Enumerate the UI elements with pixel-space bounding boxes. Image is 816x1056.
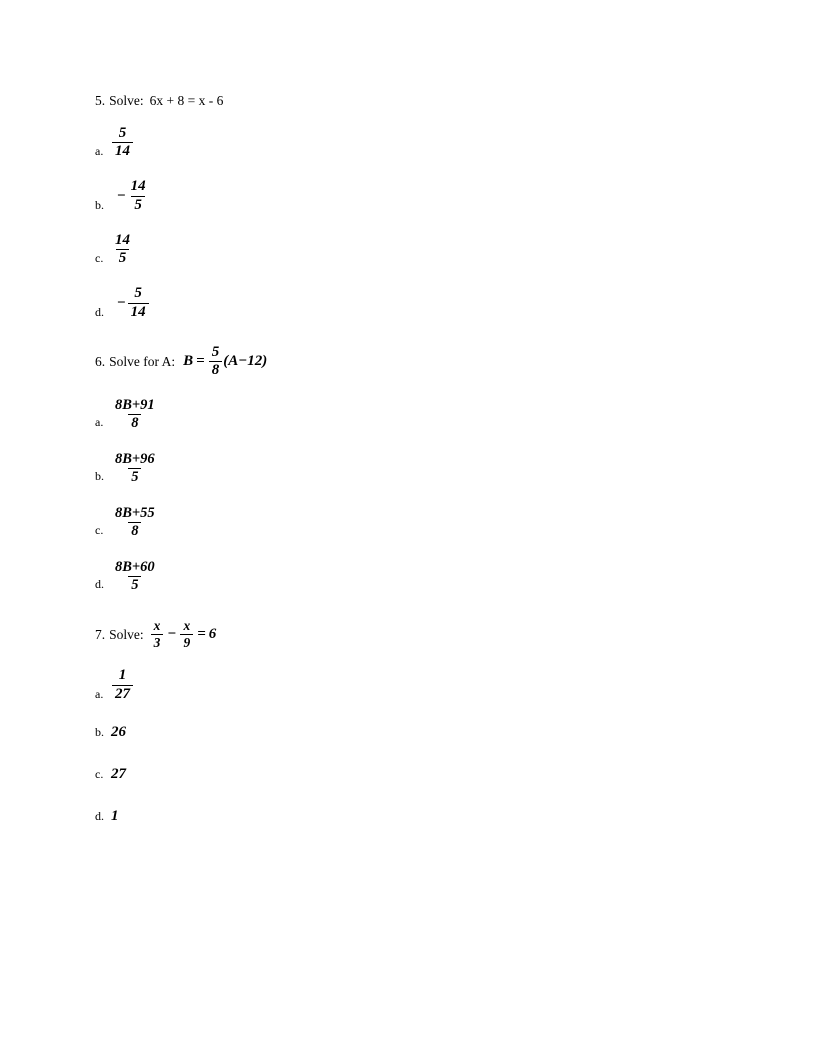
option-5b-letter: b.	[95, 197, 104, 212]
question-5-stem	[95, 92, 735, 110]
fraction-denominator: 5	[116, 249, 130, 267]
option-7a-letter: a.	[95, 686, 104, 701]
option-7a[interactable]	[95, 668, 735, 703]
question-6-number: 6.	[95, 354, 106, 370]
option-6b-value	[111, 452, 159, 485]
fraction	[112, 398, 158, 431]
fraction-numerator: 5	[118, 124, 127, 141]
fraction	[180, 619, 193, 650]
question-5-equation: 6x + 8 = x - 6	[149, 93, 224, 108]
fraction	[112, 668, 133, 703]
minus-sign: −	[117, 294, 126, 311]
question-7-number: 7.	[95, 626, 106, 642]
question-6	[95, 345, 735, 594]
fraction	[112, 233, 133, 268]
fraction-numerator: x	[183, 618, 191, 634]
fraction-numerator: 8B+60	[115, 558, 155, 575]
question-6-equation	[183, 345, 267, 380]
option-5a-letter: a.	[95, 144, 104, 159]
question-7	[95, 619, 735, 825]
option-5c-value	[111, 233, 134, 268]
question-7-prompt: Solve:	[109, 626, 144, 642]
option-7a-value	[111, 668, 134, 703]
equation-rhs: (A−12)	[223, 353, 268, 370]
option-7d-letter: d.	[95, 808, 104, 823]
option-5c[interactable]	[95, 233, 735, 268]
fraction-numerator: 1	[118, 667, 127, 684]
fraction	[128, 179, 149, 214]
option-7b[interactable]	[95, 721, 735, 741]
fraction-numerator: 5	[211, 343, 220, 360]
option-6c-value	[111, 506, 159, 539]
fraction-numerator: 5	[134, 285, 142, 302]
option-6a-value	[111, 398, 159, 431]
option-6d-letter: d.	[95, 577, 104, 592]
fraction	[209, 345, 223, 380]
option-7c-value	[111, 766, 126, 783]
equation-lhs: B	[183, 353, 194, 370]
option-6a[interactable]	[95, 397, 735, 431]
minus-operator: −	[167, 625, 177, 642]
option-5d-value	[117, 286, 150, 321]
question-5-prompt: Solve:	[109, 93, 144, 108]
option-6b[interactable]	[95, 451, 735, 485]
answer-value: 26	[111, 723, 126, 740]
option-7d-value	[111, 808, 119, 825]
fraction-denominator: 14	[128, 303, 149, 321]
fraction-denominator: 5	[128, 576, 141, 593]
fraction-numerator: 8B+91	[115, 396, 155, 413]
option-5a-value	[111, 126, 134, 161]
option-5b[interactable]	[95, 179, 735, 214]
option-5c-letter: c.	[95, 251, 104, 266]
question-7-options	[95, 668, 735, 825]
question-5-options	[95, 126, 735, 321]
option-6d[interactable]	[95, 559, 735, 593]
fraction-denominator: 9	[180, 634, 193, 650]
option-5d-letter: d.	[95, 304, 104, 319]
answer-value: 1	[111, 807, 119, 824]
option-6a-letter: a.	[95, 415, 104, 430]
fraction-numerator: x	[153, 618, 161, 634]
fraction-numerator: 14	[115, 231, 130, 248]
option-5b-value	[117, 179, 150, 214]
option-7b-value	[111, 724, 126, 741]
fraction	[112, 560, 158, 593]
option-5d[interactable]	[95, 286, 735, 321]
fraction-numerator: 8B+55	[115, 504, 155, 521]
worksheet-content	[95, 92, 735, 831]
equals-sign: =	[196, 353, 205, 370]
fraction	[128, 286, 149, 321]
fraction	[112, 506, 158, 539]
option-6c[interactable]	[95, 505, 735, 539]
question-7-equation	[150, 619, 217, 650]
option-7c-letter: c.	[95, 766, 104, 781]
equals-sign: =	[197, 625, 206, 642]
fraction-denominator: 14	[112, 142, 133, 160]
option-6d-value	[111, 560, 159, 593]
option-7b-letter: b.	[95, 724, 104, 739]
fraction	[112, 126, 133, 161]
fraction-denominator: 8	[209, 361, 223, 379]
option-5a[interactable]	[95, 126, 735, 161]
fraction-denominator: 27	[112, 685, 133, 703]
option-6c-letter: c.	[95, 523, 104, 538]
question-6-prompt: Solve for A:	[109, 354, 176, 370]
fraction-numerator: 8B+96	[115, 450, 155, 467]
question-7-stem	[95, 619, 735, 650]
fraction-denominator: 8	[128, 522, 141, 539]
option-7c[interactable]	[95, 763, 735, 783]
fraction-denominator: 5	[131, 196, 145, 214]
question-6-options	[95, 397, 735, 593]
fraction-numerator: 14	[130, 178, 146, 195]
fraction	[151, 619, 164, 650]
question-5	[95, 92, 735, 321]
fraction-denominator: 3	[151, 634, 164, 650]
question-5-number: 5.	[95, 93, 106, 108]
fraction-denominator: 8	[128, 414, 141, 431]
answer-value: 27	[111, 765, 126, 782]
question-6-stem	[95, 345, 735, 380]
minus-sign: −	[117, 187, 126, 204]
equation-result: 6	[208, 625, 217, 642]
option-6b-letter: b.	[95, 469, 104, 484]
fraction-denominator: 5	[128, 468, 141, 485]
option-7d[interactable]	[95, 805, 735, 825]
fraction	[112, 452, 158, 485]
